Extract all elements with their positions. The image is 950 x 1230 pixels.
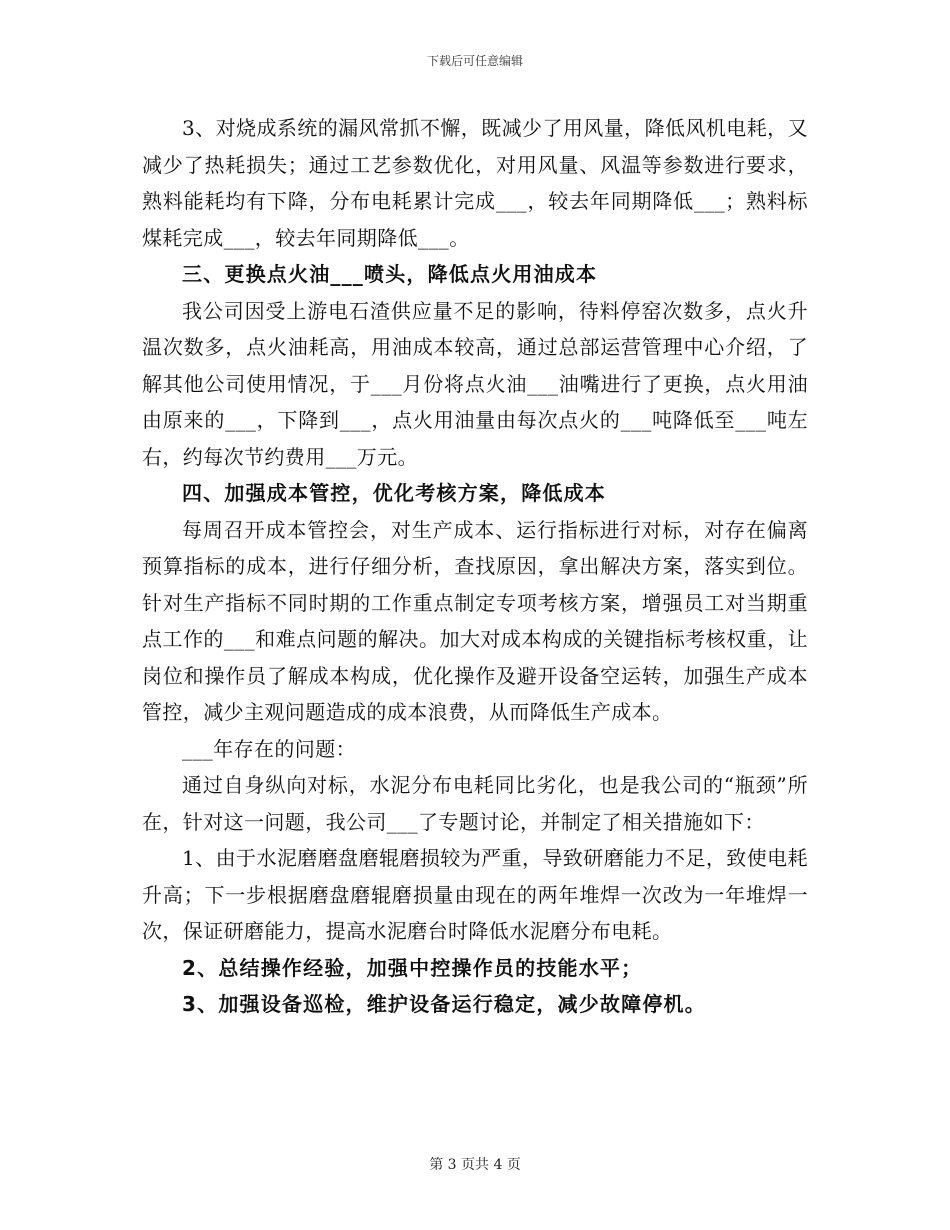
measure-heading-3: 3、加强设备巡检，维护设备运行稳定，减少故障停机。	[182, 992, 706, 1016]
paragraph-exhaust-leak: 3、对烧成系统的漏风常抓不懈，既减少了用风量，降低风机电耗，又减少了热耗损失；通过工艺参数优化，对用风量、风温等参数进行要求，熟料能耗均有下降，分布电耗累计完成___，较去年同期降低___；熟料标煤耗完成___，较去年同期降低___。	[142, 116, 808, 250]
paragraph-bottleneck: 通过自身纵向对标，水泥分布电耗同比劣化，也是我公司的“瓶颈”所在，针对这一问题，我公司___了专题讨论，并制定了相关措施如下：	[142, 773, 808, 834]
page-number-footer: 第 3 页共 4 页	[429, 1157, 521, 1173]
page-header: 下载后可任意编辑	[426, 54, 523, 68]
section-heading-ignition-nozzle: 三、更换点火油___喷头，降低点火用油成本	[182, 262, 598, 286]
measure-heading-2: 2、总结操作经验，加强中控操作员的技能水平；	[182, 955, 643, 980]
paragraph-problems-title: ___年存在的问题：	[182, 736, 356, 761]
paragraph-measure-1: 1、由于水泥磨磨盘磨辊磨损较为严重，导致研磨能力不足，致使电耗升高；下一步根据磨盘磨辊磨损量由现在的两年堆焊一次改为一年堆焊一次，保证研磨能力，提高水泥磨台时降低水泥磨分布电耗。	[142, 846, 808, 943]
document-body	[142, 110, 808, 1023]
paragraph-cost-control: 每周召开成本管控会，对生产成本、运行指标进行对标，对存在偏离预算指标的成本，进行仔细分析，查找原因，拿出解决方案，落实到位。针对生产指标不同时期的工作重点制定专项考核方案，增强员工对当期重点工作的___和难点问题的解决。加大对成本构成的关键指标考核权重，让岗位和操作员了解成本构成，优化操作及避开设备空运转，加强生产成本管控，减少主观问题造成的成本浪费，从而降低生产成本。	[142, 517, 808, 724]
section-heading-cost-control: 四、加强成本管控，优化考核方案，降低成本	[182, 481, 606, 505]
paragraph-ignition-oil: 我公司因受上游电石渣供应量不足的影响，待料停窑次数多，点火升温次数多，点火油耗高，用油成本较高，通过总部运营管理中心介绍，了解其他公司使用情况，于___月份将点火油___油嘴进行了更换，点火用油由原来的___，下降到___，点火用油量由每次点火的___吨降低至___吨左右，约每次节约费用___万元。	[142, 298, 808, 469]
